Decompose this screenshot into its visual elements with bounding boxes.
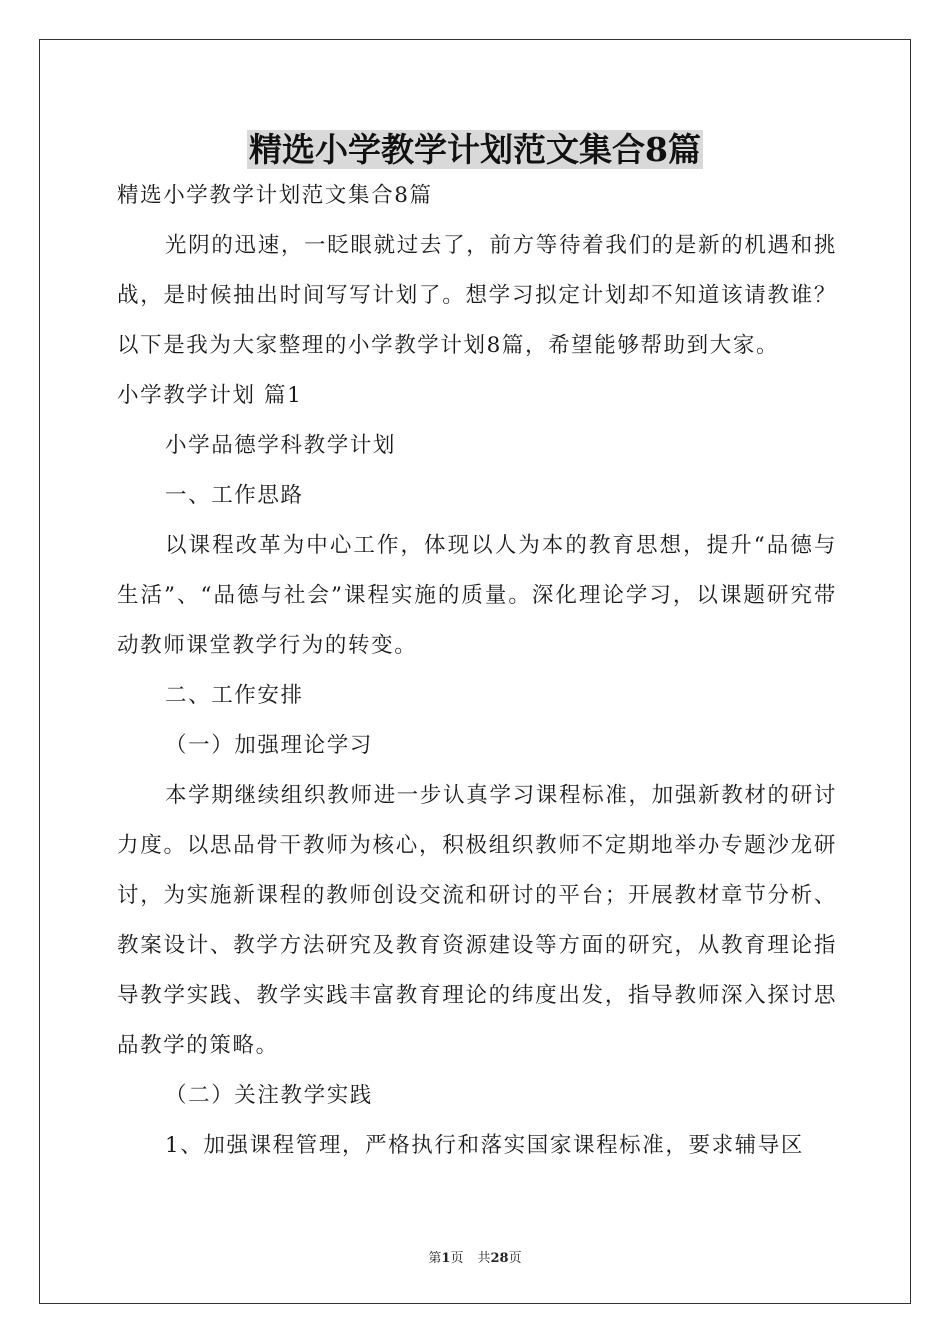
body-paragraph: 一、工作思路 bbox=[165, 483, 304, 508]
body-paragraph: 本学期继续组织教师进一步认真学习课程标准，加强新教材的研讨力度。以思品骨干教师为核心，积极组织教师不定期地举办专题沙龙研讨，为实施新课程的教师创设交流和研讨的平台；开展教材章节分析、教案设计、教学方法研究及教育资源建设等方面的研究，从教育理论指导教学实践、教学实践丰富教育理论的纬度出发，指导教师深入探讨思品教学的策略。 bbox=[117, 783, 837, 1058]
document-body bbox=[117, 171, 837, 1171]
page-footer bbox=[0, 1247, 950, 1266]
body-paragraph: 二、工作安排 bbox=[165, 683, 304, 708]
body-paragraph: 光阴的迅速，一眨眼就过去了，前方等待着我们的是新的机遇和挑战，是时候抽出时间写写计划了。想学习拟定计划却不知道该请教谁？以下是我为大家整理的小学教学计划8篇，希望能够帮助到大家。 bbox=[117, 233, 837, 358]
document-title-text: 精选小学教学计划范文集合8篇 bbox=[249, 130, 701, 169]
body-paragraph: （二）关注教学实践 bbox=[165, 1083, 373, 1108]
total-unit: 页 bbox=[508, 1251, 522, 1266]
total-prefix: 共 bbox=[477, 1251, 491, 1266]
body-paragraph: 1、加强课程管理，严格执行和落实国家课程标准，要求辅导区 bbox=[165, 1133, 804, 1158]
body-paragraph: （一）加强理论学习 bbox=[165, 733, 373, 758]
current-page-number: 1 bbox=[441, 1251, 451, 1266]
page-unit: 页 bbox=[450, 1251, 464, 1266]
page-prefix: 第 bbox=[428, 1251, 442, 1266]
body-paragraph: 精选小学教学计划范文集合8篇 bbox=[117, 183, 433, 208]
document-title bbox=[0, 124, 950, 176]
body-paragraph: 小学教学计划 篇1 bbox=[117, 383, 303, 408]
body-paragraph: 小学品德学科教学计划 bbox=[165, 433, 397, 458]
total-page-count: 28 bbox=[490, 1251, 509, 1266]
body-paragraph: 以课程改革为中心工作，体现以人为本的教育思想，提升“品德与生活”、“品德与社会”课程实施的质量。深化理论学习，以课题研究带动教师课堂教学行为的转变。 bbox=[117, 533, 837, 658]
